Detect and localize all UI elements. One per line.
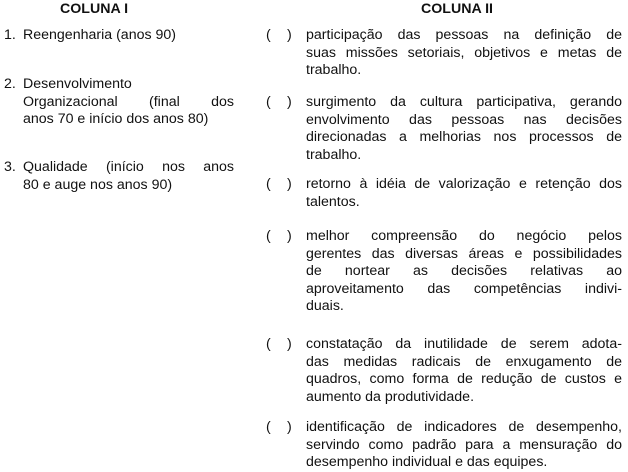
text-line: surgimento da cultura participativa, gerando [306,94,622,110]
answer-blank-open[interactable]: ( [266,94,271,110]
text-line: participação das pessoas na definição de [306,27,622,43]
answer-blank-open[interactable]: ( [266,419,271,435]
item-number: 3. [4,159,16,175]
answer-blank-open[interactable]: ( [266,228,271,244]
text-line: de nortear as decisões relativas ao [306,263,622,280]
answer-blank-close: ) [287,228,292,244]
text-line: duais. [306,298,344,315]
item-text [306,228,622,316]
text-line: quadros, como forma de redução de custos e [306,371,622,388]
text-line: identificação de indicadores de desempenho, [306,419,622,435]
item-text [306,176,622,211]
item-text [23,27,234,45]
text-line: servindo como padrão para a mensuração do [306,436,622,453]
text-line: aumento da produtividade. [306,388,475,405]
item-text [306,27,622,80]
text-line: trabalho. [306,146,362,163]
text-line: gerentes das diversas áreas e possibilidades [306,245,622,262]
answer-blank-close: ) [287,419,292,435]
text-line: Desenvolvimento [23,76,132,92]
item-number: 1. [4,27,16,43]
text-line: aproveitamento das competências indivi- [306,280,622,297]
item-text [306,94,622,164]
answer-blank-close: ) [287,176,292,192]
coluna-1-header: COLUNA I [60,1,129,17]
text-line: direcionadas a melhorias nos processos de [306,129,622,146]
answer-blank-close: ) [287,27,292,43]
text-line: retorno à idéia de valorização e retenção dos [306,176,622,192]
text-line: anos 70 e início dos anos 80) [23,111,209,128]
item-text [306,419,622,472]
item-number: 2. [4,76,16,92]
answer-blank-close: ) [287,94,292,110]
answer-blank-close: ) [287,336,292,352]
text-line: Organizacional (final dos [23,93,234,110]
answer-blank-open[interactable]: ( [266,336,271,352]
item-text [23,159,234,194]
coluna-2-header: COLUNA II [421,1,493,17]
text-line: das medidas radicais de enxugamento de [306,353,622,370]
answer-blank-open[interactable]: ( [266,176,271,192]
text-line: suas missões setoriais, objetivos e metas de [306,44,622,61]
item-text [23,76,234,129]
text-line: constatação da inutilidade de serem adota- [306,336,622,352]
text-line: trabalho. [306,62,362,79]
text-line: talentos. [306,193,360,210]
text-line: Reengenharia (anos 90) [23,27,177,43]
text-line: 80 e auge nos anos 90) [23,176,173,193]
answer-blank-open[interactable]: ( [266,27,271,43]
text-line: envolvimento das pessoas nas decisões [306,111,622,128]
text-line: desempenho individual e das equipes. [306,454,548,471]
text-line: Qualidade (início nos anos [23,159,234,175]
item-text [306,336,622,406]
text-line: melhor compreensão do negócio pelos [306,228,622,244]
